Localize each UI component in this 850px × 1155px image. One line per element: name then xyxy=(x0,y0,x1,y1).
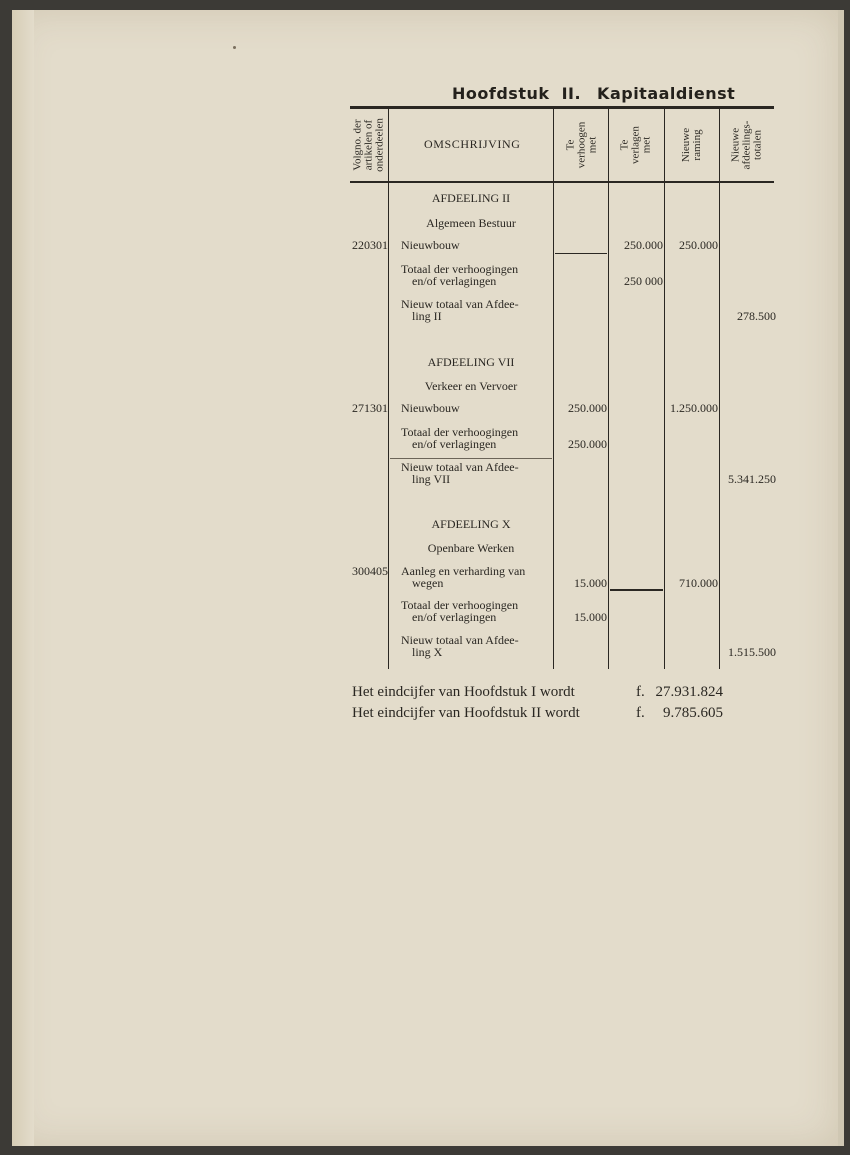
header-line: met xyxy=(586,136,599,154)
desc-line: Aanleg en verharding van xyxy=(401,564,526,578)
section-title: AFDEELING VII xyxy=(427,355,515,369)
service-label: Kapitaaldienst xyxy=(597,84,736,103)
totaal-verhoogen-value: 15.000 xyxy=(574,610,607,624)
header-afdeelingstotalen xyxy=(731,121,764,170)
header-te-verlagen xyxy=(620,126,653,164)
verhoogen-value: 15.000 xyxy=(574,576,607,590)
header-line: met xyxy=(640,136,653,154)
subtotal-rule-2 xyxy=(610,589,663,591)
header-volgno xyxy=(353,118,386,172)
article-number: 271301 xyxy=(352,401,388,415)
footer-line-chapter-2: Het eindcijfer van Hoofdstuk II wordt xyxy=(352,705,580,721)
footer-currency: f. xyxy=(636,684,645,700)
section-title: AFDEELING X xyxy=(431,517,511,531)
section-subtitle: Algemeen Bestuur xyxy=(426,216,516,230)
totaal-verlagen-value: 250 000 xyxy=(624,274,663,288)
article-description: Nieuwbouw xyxy=(401,401,460,415)
chapter-label: Hoofdstuk II. xyxy=(452,84,582,103)
nieuw-totaal-description xyxy=(401,461,545,485)
page-right-edge xyxy=(838,10,844,1146)
verlagen-value: 250.000 xyxy=(624,238,663,252)
paper-speck xyxy=(233,46,236,49)
raming-value: 1.250.000 xyxy=(670,401,718,415)
header-volgno-line: Volgno. der xyxy=(351,119,364,171)
page-title xyxy=(452,84,735,103)
column-rule-3 xyxy=(608,109,609,669)
nieuw-totaal-value: 5.341.250 xyxy=(728,472,776,486)
desc-line: ling II xyxy=(412,309,442,323)
header-volgno-line: onderdeelen xyxy=(373,118,386,172)
footer-amount: 9.785.605 xyxy=(663,705,723,721)
desc-line: Totaal der verhoogingen xyxy=(401,262,519,276)
raming-value: 710.000 xyxy=(679,576,718,590)
article-description xyxy=(401,565,545,589)
desc-line: en/of verlagingen xyxy=(412,437,497,451)
article-description: Nieuwbouw xyxy=(401,238,460,252)
subtotal-rule-1 xyxy=(555,253,607,254)
section-rule xyxy=(390,458,552,459)
desc-line: Nieuw totaal van Afdee- xyxy=(401,297,519,311)
desc-line: ling X xyxy=(412,645,443,659)
nieuw-totaal-value: 278.500 xyxy=(737,309,776,323)
footer-currency: f. xyxy=(636,705,645,721)
desc-line: en/of verlagingen xyxy=(412,274,497,288)
table-top-rule xyxy=(350,106,774,109)
header-omschrijving: OMSCHRIJVING xyxy=(424,137,521,151)
nieuw-totaal-description xyxy=(401,634,545,658)
column-rule-5 xyxy=(719,109,720,669)
header-te-verhoogen xyxy=(566,122,599,168)
desc-line: en/of verlagingen xyxy=(412,610,497,624)
header-volgno-line: artikelen of xyxy=(362,119,375,171)
desc-line: wegen xyxy=(412,576,444,590)
desc-line: Nieuw totaal van Afdee- xyxy=(401,460,519,474)
section-title: AFDEELING II xyxy=(431,191,511,205)
desc-line: Totaal der verhoogingen xyxy=(401,598,519,612)
nieuw-totaal-value: 1.515.500 xyxy=(728,645,776,659)
nieuw-totaal-description xyxy=(401,298,545,322)
totaal-description xyxy=(401,426,545,450)
header-line: Te xyxy=(564,139,577,151)
section-subtitle: Openbare Werken xyxy=(427,541,515,555)
header-bottom-rule xyxy=(350,181,774,183)
totaal-description xyxy=(401,599,545,623)
header-line: afdeelings- xyxy=(740,120,753,170)
header-line: verlagen xyxy=(629,126,642,164)
page-binding-edge xyxy=(12,10,34,1146)
header-line: Nieuwe xyxy=(680,127,692,163)
desc-line: Totaal der verhoogingen xyxy=(401,425,519,439)
verhoogen-value: 250.000 xyxy=(568,401,607,415)
totaal-description xyxy=(401,263,545,287)
section-subtitle: Verkeer en Vervoer xyxy=(424,379,518,393)
desc-line: Nieuw totaal van Afdee- xyxy=(401,633,519,647)
footer-line-chapter-1: Het eindcijfer van Hoofdstuk I wordt xyxy=(352,684,575,700)
header-line: Nieuwe xyxy=(729,127,742,163)
header-line: Te xyxy=(618,139,631,151)
header-nieuwe-raming xyxy=(681,128,703,162)
raming-value: 250.000 xyxy=(679,238,718,252)
desc-line: ling VII xyxy=(412,472,451,486)
footer-amount: 27.931.824 xyxy=(655,684,723,700)
article-number: 300405 xyxy=(352,564,388,578)
header-line: raming xyxy=(691,129,703,161)
header-line: totalen xyxy=(751,130,764,160)
article-number: 220301 xyxy=(352,238,388,252)
totaal-verhoogen-value: 250.000 xyxy=(568,437,607,451)
header-line: verhoogen xyxy=(575,121,588,169)
